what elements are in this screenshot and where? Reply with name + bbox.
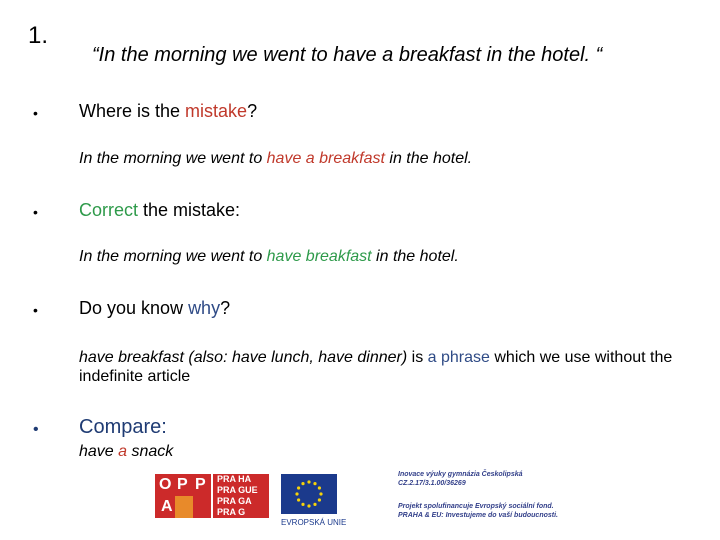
q1-suffix: ? <box>247 101 258 121</box>
q4-example-highlight: a <box>118 443 128 460</box>
q3-highlight: why <box>188 298 221 318</box>
q1-example-pre: In the morning we went to <box>79 150 267 167</box>
q2-example-post: in the hotel. <box>371 248 459 265</box>
question-correct-mistake <box>79 200 240 221</box>
project-line-3: Projekt spolufinancuje Evropský sociální fond. <box>398 503 554 510</box>
q1-example-post: in the hotel. <box>384 150 473 167</box>
q3-prefix: Do you know <box>79 298 189 318</box>
compare-label: Compare: <box>79 416 167 438</box>
q1-highlight: mistake <box>185 101 248 121</box>
q2-example-highlight: have breakfast <box>266 248 372 265</box>
bullet-1: • <box>33 105 38 121</box>
q1-example-highlight: have a breakfast <box>266 150 385 167</box>
question-where-mistake <box>79 101 257 122</box>
eu-flag <box>281 474 337 514</box>
praha-line-2: PRA GUE <box>217 485 258 495</box>
oppa-letter-o: O <box>159 476 172 493</box>
praha-logo <box>213 474 269 518</box>
praha-line-1: PRA HA <box>217 474 252 484</box>
oppa-letter-p2: P <box>195 476 206 493</box>
eu-label: EVROPSKÁ UNIE <box>281 518 347 527</box>
eu-stars-icon <box>281 474 337 514</box>
q4-example-post: snack <box>127 443 174 460</box>
expl-mid: is <box>407 349 428 366</box>
footer-logos <box>155 468 575 534</box>
oppa-letter-a: A <box>161 498 173 515</box>
project-line-1: Inovace výuky gymnázia Českolipská <box>398 471 523 478</box>
compare-example <box>79 443 173 461</box>
expl-italic: have breakfast (also: have lunch, have dinner) <box>79 349 408 366</box>
project-line-4: PRAHA & EU: Investujeme do vaší budoucnosti. <box>398 512 558 519</box>
expl-post: which we use without the indefinite article <box>79 349 673 385</box>
bullet-2: • <box>33 204 38 220</box>
q2-example-pre: In the morning we went to <box>79 248 267 265</box>
q1-prefix: Where is the <box>79 101 186 121</box>
oppa-logo <box>155 474 211 518</box>
q4-example-pre: have <box>79 443 119 460</box>
quote-sentence: “In the morning we went to have a breakfast in the hotel. “ <box>92 44 603 66</box>
praha-line-3: PRA GA <box>217 496 252 506</box>
oppa-orange-block <box>175 496 193 518</box>
q2-suffix: the mistake: <box>138 200 241 220</box>
praha-line-4: PRA G <box>217 507 246 517</box>
q3-suffix: ? <box>220 298 231 318</box>
project-line-2: CZ.2.17/3.1.00/36269 <box>398 480 466 487</box>
explanation-text <box>79 348 699 386</box>
example-wrong-sentence <box>79 150 472 168</box>
project-info <box>398 470 578 520</box>
expl-highlight: a phrase <box>427 349 490 366</box>
slide-number: 1. <box>28 22 49 49</box>
question-know-why <box>79 298 230 319</box>
q2-highlight: Correct <box>79 200 139 220</box>
example-correct-sentence <box>79 248 459 266</box>
bullet-3: • <box>33 302 38 318</box>
oppa-letter-p1: P <box>177 476 188 493</box>
bullet-4: • <box>33 421 39 438</box>
